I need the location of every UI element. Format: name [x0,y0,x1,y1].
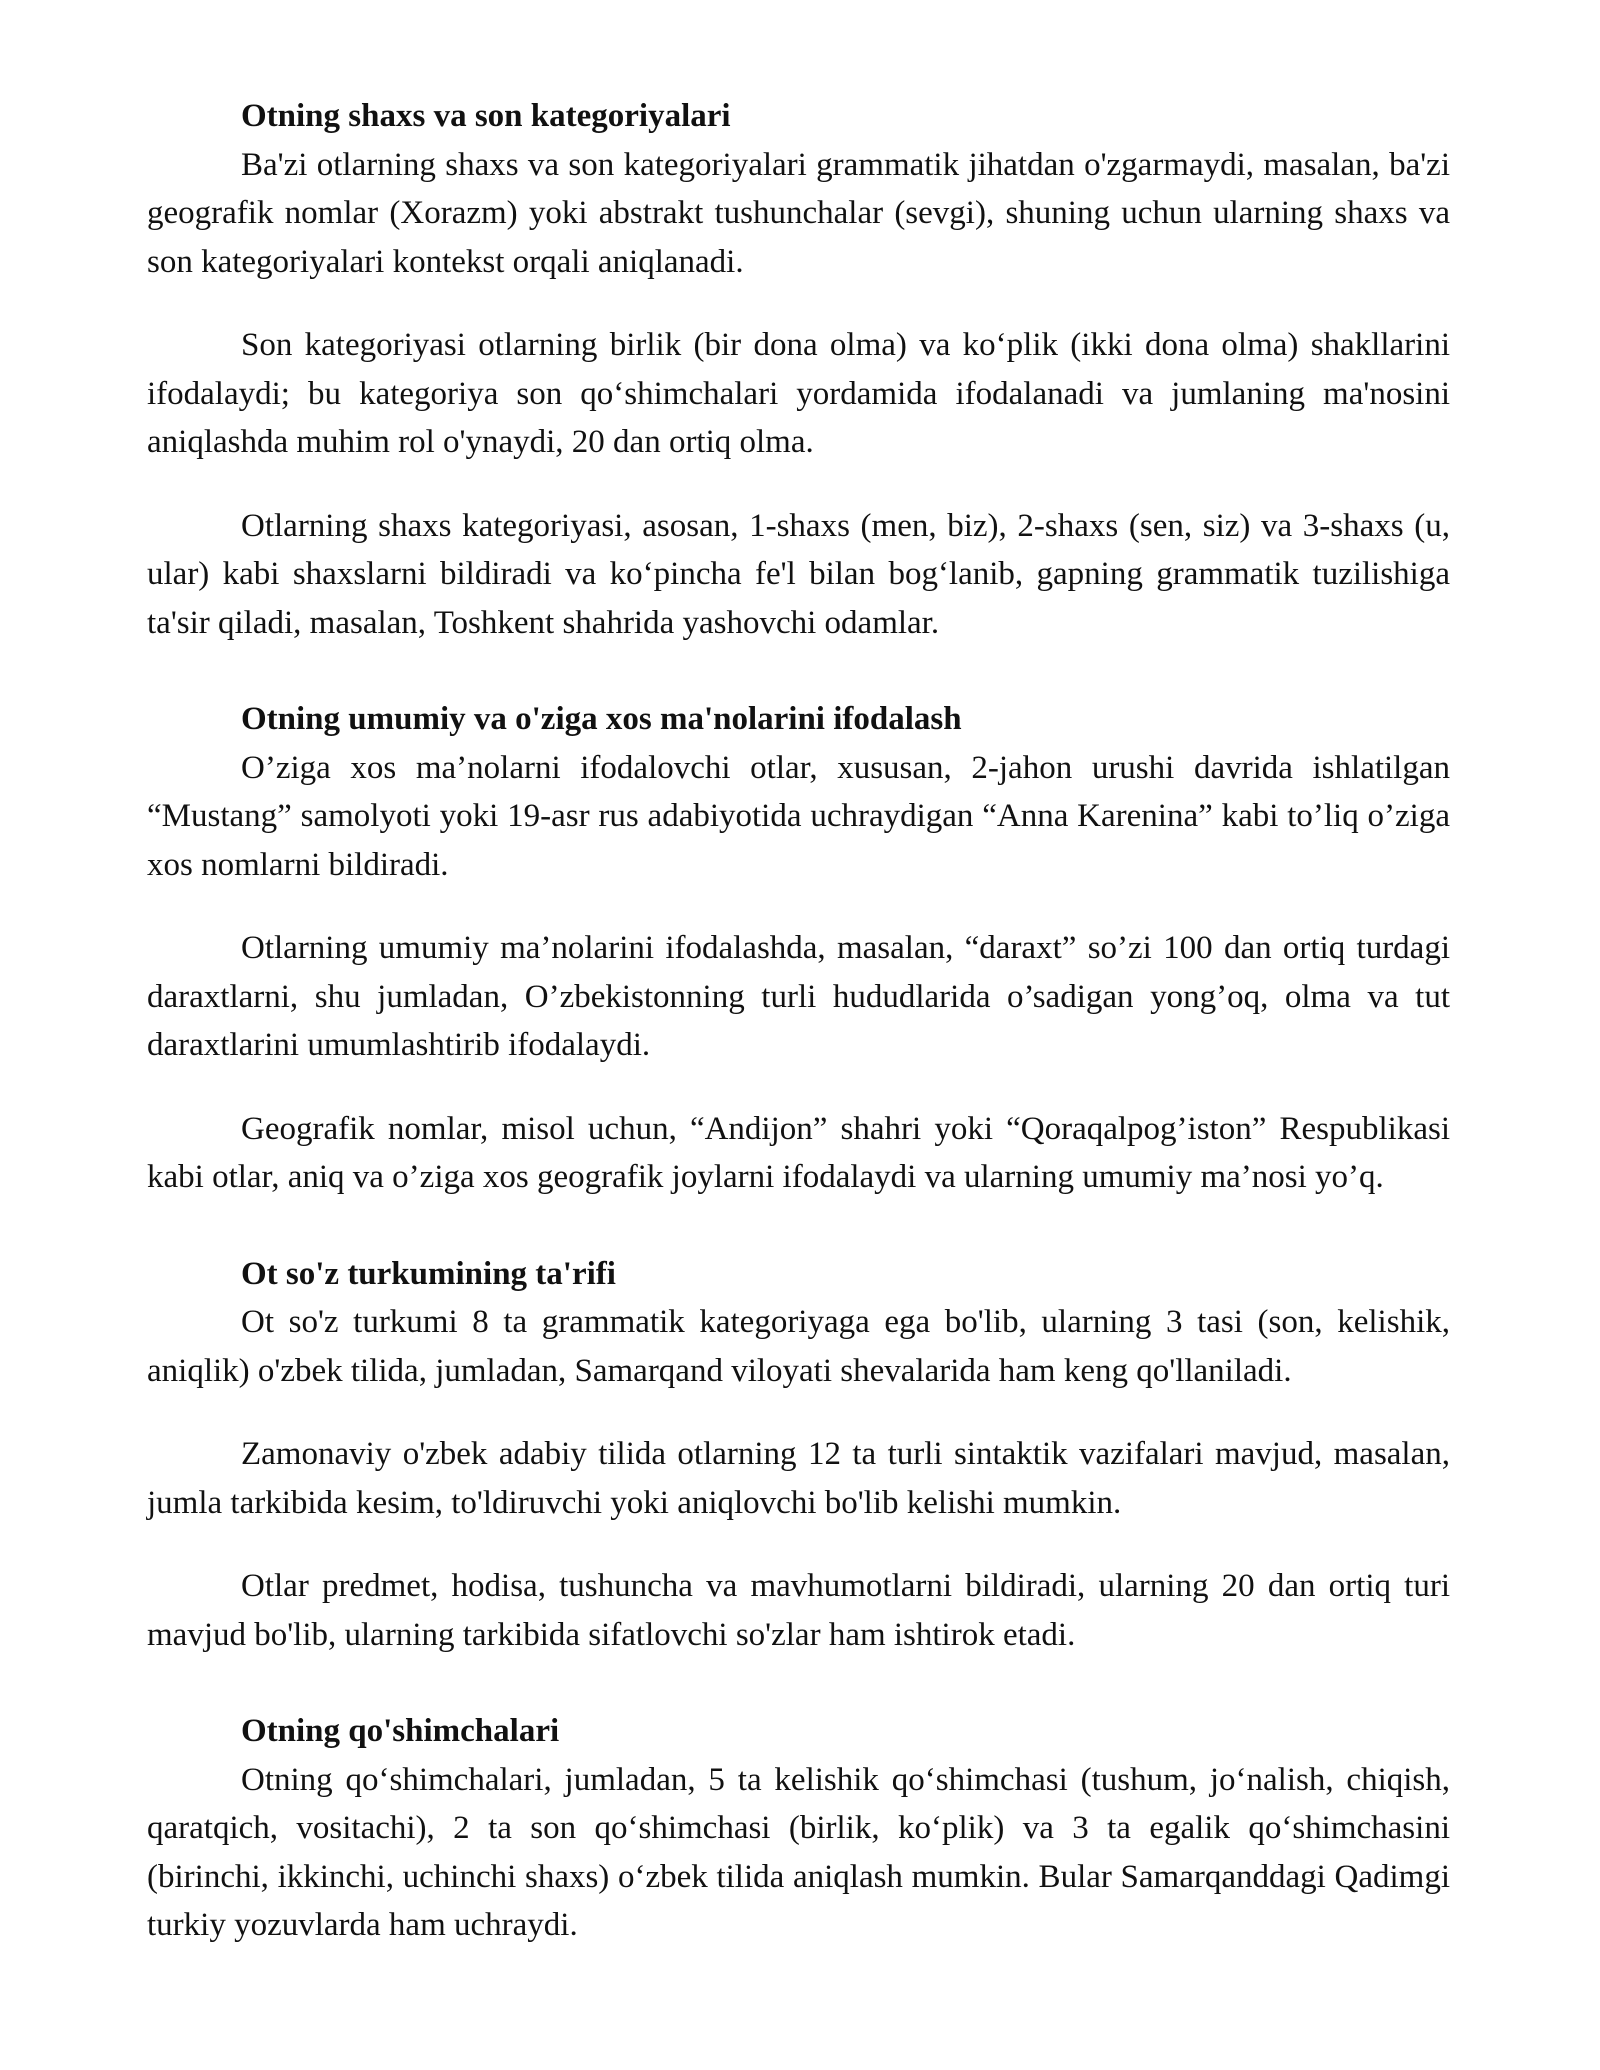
section-umumiy-xos [147,695,1450,1202]
paragraph: Geografik nomlar, misol uchun, “Andijon” shahri yoki “Qoraqalpog’iston” Respublikasi kabi otlar, aniq va o’ziga xos geografik joylarni ifodalaydi va ularning umumiy ma’nosi yo’q. [147,1110,1450,1195]
section-qoshimchalar [147,1707,1450,1950]
paragraph: O’ziga xos ma’nolarni ifodalovchi otlar, xususan, 2-jahon urushi davrida ishlatilgan “Mustang” samolyoti yoki 19-asr rus adabiyotida uchraydigan “Anna Karenina” kabi to’liq o’ziga xos nomlarni bildiradi. [147,749,1450,883]
section-tarifi [147,1250,1450,1660]
section-heading: Otning qo'shimchalari [241,1713,560,1749]
paragraph: Ba'zi otlarning shaxs va son kategoriyalari grammatik jihatdan o'zgarmaydi, masalan, ba'zi geografik nomlar (Xorazm) yoki abstrakt tushunchalar (sevgi), shuning uchun ularning shaxs va son kategoriyalari kontekst orqali aniqlanadi. [147,146,1450,280]
paragraph: Otning qoʻshimchalari, jumladan, 5 ta kelishik qoʻshimchasi (tushum, joʻnalish, chiqish, qaratqich, vositachi), 2 ta son qoʻshimchasi (birlik, koʻplik) va 3 ta egalik qoʻshimchasini (birinchi, ikkinchi, uchinchi shaxs) oʻzbek tilida aniqlash mumkin. Bular Samarqanddagi Qadimgi turkiy yozuvlarda ham uchraydi. [147,1761,1450,1943]
paragraph: Zamonaviy o'zbek adabiy tilida otlarning 12 ta turli sintaktik vazifalari mavjud, masalan, jumla tarkibida kesim, to'ldiruvchi yoki aniqlovchi bo'lib kelishi mumkin. [147,1436,1450,1521]
paragraph: Ot so'z turkumi 8 ta grammatik kategoriyaga ega bo'lib, ularning 3 tasi (son, kelishik, aniqlik) o'zbek tilida, jumladan, Samarqand viloyati shevalarida ham keng qo'llaniladi. [147,1304,1450,1389]
section-shaxs-son [147,92,1450,647]
paragraph: Otlar predmet, hodisa, tushuncha va mavhumotlarni bildiradi, ularning 20 dan ortiq turi mavjud bo'lib, ularning tarkibida sifatlovchi so'zlar ham ishtirok etadi. [147,1568,1450,1653]
paragraph: Otlarning umumiy ma’nolarini ifodalashda, masalan, “daraxt” so’zi 100 dan ortiq turdagi daraxtlarni, shu jumladan, O’zbekistonning turli hududlarida o’sadigan yong’oq, olma va tut daraxtlarini umumlashtirib ifodalaydi. [147,930,1450,1063]
section-heading: Ot so'z turkumining ta'rifi [241,1255,616,1292]
section-heading: Otning umumiy va o'ziga xos ma'nolarini ifodalash [241,701,962,737]
section-heading: Otning shaxs va son kategoriyalari [241,98,731,134]
document-body [147,92,1450,1998]
paragraph: Son kategoriyasi otlarning birlik (bir dona olma) va koʻplik (ikki dona olma) shakllarini ifodalaydi; bu kategoriya son qoʻshimchalari yordamida ifodalanadi va jumlaning ma'nosini aniqlashda muhim rol o'ynaydi, 20 dan ortiq olma. [147,327,1450,460]
paragraph: Otlarning shaxs kategoriyasi, asosan, 1-shaxs (men, biz), 2-shaxs (sen, siz) va 3-shaxs (u, ular) kabi shaxslarni bildiradi va koʻpincha fe'l bilan bogʻlanib, gapning grammatik tuzilishiga ta'sir qiladi, masalan, Toshkent shahrida yashovchi odamlar. [147,507,1450,641]
